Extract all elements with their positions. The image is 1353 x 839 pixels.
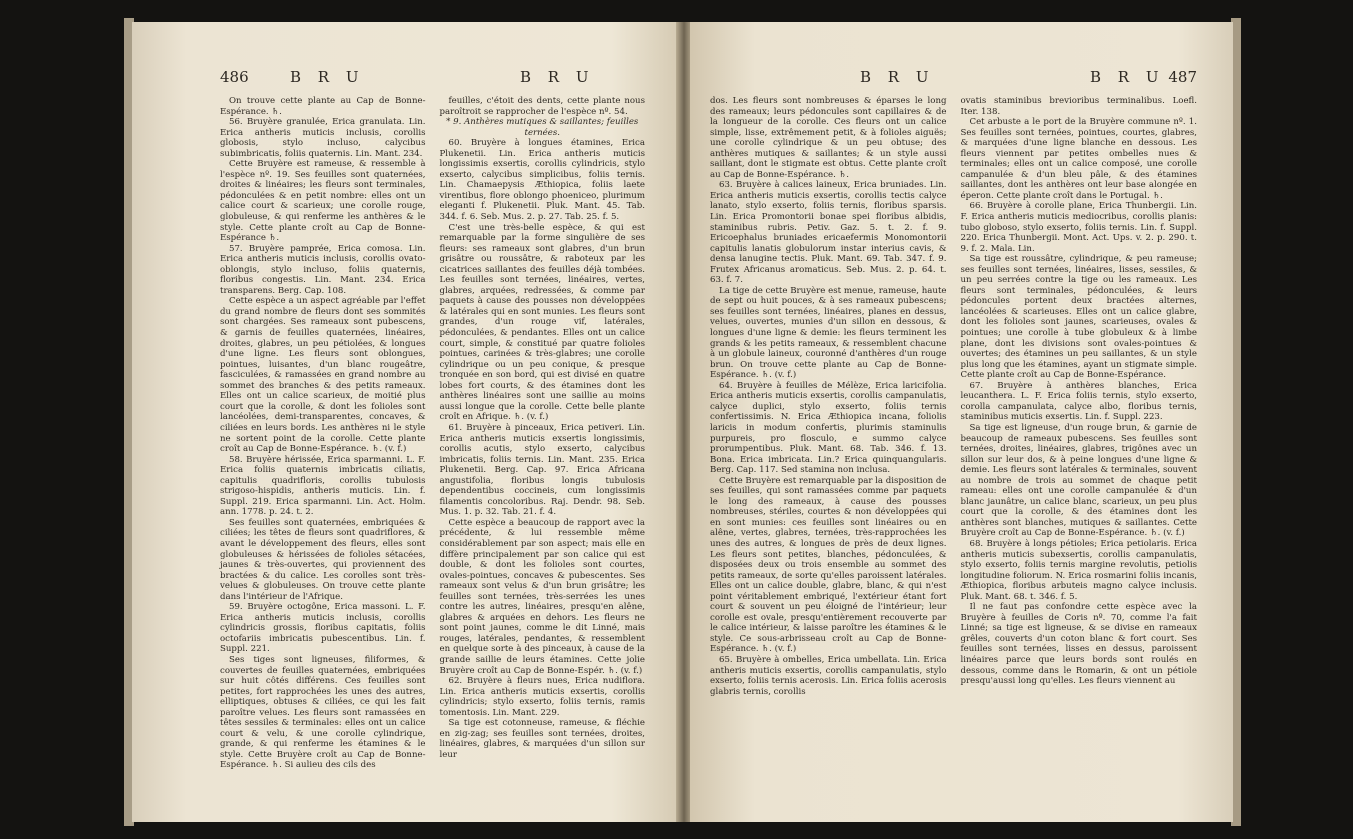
- paragraph: 64. Bruyère à feuilles de Mélèze, Erica laricifolia. Erica antheris muticis exsertis, corollis campanulatis, calyce duplici, stylo exserto, foliis ternis confertissimis. N. Erica Æthiopica incana, foliolis laricis in modum confertis, plurimis staminulis purpureis, pro flosculo, e summo calyce prorumpentibus. Pluk. Mant. 68. Tab. 346. f. 13. Bona. Erica imbricata. Lin.? Erica quinquangularis. Berg. Cap. 117. Sed stamina non inclusa.: [710, 380, 947, 476]
- paragraph: 59. Bruyère octogône, Erica massoni. L. F. Erica antheris muticis inclusis, corollis cylindricis grossis, floribus capitatis, foliis octofariis imbricatis pubescentibus. Lin. f. Suppl. 221.: [220, 602, 426, 655]
- paragraph: Cette Bruyère est rameuse, & ressemble à l'espèce nº. 19. Ses feuilles sont quaternées, droites & linéaires; les fleurs sont terminales, pédonculées & en petit nombre: elles ont un calice court & scarieux; une corolle rouge, globuleuse, & qui renferme les anthères & le style. Cette plante croît au Cap de Bonne-Espérance ♄.: [220, 159, 426, 244]
- paragraph: Cette Bruyère est remarquable par la disposition de ses feuilles, qui sont ramassées comme par paquets le long des rameaux, à cause des pousses nombreuses, stériles, courtes & non développées qui en sont munies: ces feuilles sont linéaires ou en alêne, vertes, glabres, ternées, très-rapprochées les unes des autres, & longues de près de deux lignes. Les fleurs sont petites, blanches, pédonculées, & disposées deux ou trois ensemble au sommet des petits rameaux, de sorte qu'elles paroissent latérales. Elles ont un calice double, glabre, blanc, & qui n'est point véritablement embriqué, l'extérieur étant fort court & souvent un peu éloigné de l'intérieur; leur corolle est ovale, presqu'entièrement recouverte par le calice intérieur, & laisse paroître les étamines & le style. Ce sous-arbrisseau croît au Cap de Bonne-Espérance. ♄. (v. f.): [710, 475, 947, 655]
- paragraph: 62. Bruyère à fleurs nues, Erica nudiflora. Lin. Erica antheris muticis exsertis, corollis cylindricis; stylo exserto, foliis ternis, ramis tomentosis. Lin. Mant. 229.: [439, 676, 645, 718]
- right-page-columns: [710, 96, 1197, 697]
- paragraph: Cette espèce a beaucoup de rapport avec la précédente, & lui ressemble même considérablement par son aspect; mais elle en diffère principalement par son calice qui est double, & dont les folioles sont courtes, ovales-pointues, concaves & pubescentes. Ses rameaux sont velus & d'un brun grisâtre; les feuilles sont ternées, très-serrées les unes contre les autres, linéaires, presqu'en alêne, glabres & arquées en dehors. Les fleurs ne sont point jaunes, comme le dit Linné, mais rouges, latérales, pendantes, & ressemblent en quelque sorte à des pinceaux, à cause de la grande saillie de leurs étamines. Cette jolie Bruyère croît au Cap de Bonne-Espér. ♄. (v. f.): [439, 517, 645, 676]
- left-column-2: [440, 96, 646, 771]
- paragraph: dos. Les fleurs sont nombreuses & éparses le long des rameaux; leurs pédoncules sont capillaires & de la longueur de la corolle. Ces fleurs ont un calice simple, lisse, extrêmement petit, & à folioles aiguës; une corolle cylindrique & un peu obtuse; des anthères mutiques & saillantes; & un style aussi saillant, dont le stigmate est obtus. Cette plante croît au Cap de Bonne-Espérance. ♄.: [710, 96, 947, 180]
- paragraph: Sa tige est roussâtre, cylindrique, & peu rameuse; ses feuilles sont ternées, linéaires, lisses, sessiles, & un peu serrées contre la tige ou les rameaux. Les fleurs sont terminales, pédonculées, & leurs pédoncules portent deux bractées alternes, lancéolées & scarieuses. Elles ont un calice glabre, dont les folioles sont jaunes, scarieuses, ovales & pointues; une corolle à tube globuleux & à limbe plane, dont les divisions sont ovales-pointues & ouvertes; des étamines un peu saillantes, & un style plus long que les étamines, ayant un stigmate simple. Cette plante croît au Cap de Bonne-Espérance.: [960, 254, 1197, 381]
- left-column-header-1: B R U: [290, 68, 365, 86]
- paragraph: Sa tige est cotonneuse, rameuse, & fléchie en zig-zag; ses feuilles sont ternées, droites, linéaires, glabres, & marquées d'un sillon sur leur: [439, 718, 645, 760]
- paragraph: La tige de cette Bruyère est menue, rameuse, haute de sept ou huit pouces, & à ses rameaux pubescens; ses feuilles sont ternées, linéaires, planes en dessus, velues, ouvertes, munies d'un sillon en dessous, & longues d'une ligne & demie: les fleurs terminent les grands & les petits rameaux, & ressemblent chacune à un globule laineux, couronné d'anthères d'un rouge brun. On trouve cette plante au Cap de Bonne-Espérance. ♄. (v. f.): [710, 285, 947, 381]
- section-heading: * 9. Anthères mutiques & saillantes; feuilles ternées.: [446, 117, 639, 138]
- paragraph: Sa tige est ligneuse, d'un rouge brun, & garnie de beaucoup de rameaux pubescens. Ses feuilles sont ternées, droites, linéaires, glabres, trigônes avec un sillon sur leur dos, & à peine longues d'une ligne & demie. Les fleurs sont latérales & terminales, souvent au nombre de trois au sommet de chaque petit rameau: elles ont une corolle campanulée & d'un blanc jaunâtre, un calice blanc, scarieux, un peu plus court que la corolle, & des étamines dont les anthères sont blanches, mutiques & saillantes. Cette Bruyère croît au Cap de Bonne-Espérance. ♄. (v. f.): [960, 422, 1197, 539]
- left-column-1: [220, 96, 426, 771]
- left-page-header: [220, 68, 645, 90]
- paragraph: Ses tiges sont ligneuses, filiformes, & couvertes de feuilles quaternées, embriquées sur huit côtés différens. Ces feuilles sont petites, fort rapprochées les unes des autres, elliptiques, obtuses & ciliées, ce qui les fait paroître velues. Les fleurs sont ramassées en têtes sessiles & terminales: elles ont un calice court & velu, & une corolle cylindrique, grande, & qui renferme les étamines & le style. Cette Bruyère croît au Cap de Bonne-Espérance. ♄. Si aulieu des cils des: [220, 654, 426, 771]
- paragraph: 56. Bruyère granulée, Erica granulata. Lin. Erica antheris muticis inclusis, corollis globosis, stylo incluso, calycibus subimbricatis, foliis quaternis. Lin. Mant. 234.: [220, 117, 426, 159]
- left-page: [132, 22, 677, 822]
- paragraph: 63. Bruyère à calices laineux, Erica bruniades. Lin. Erica antheris muticis exsertis, corollis tectis calyce lanato, stylo exserto, foliis ternis, floribus sparsis. Lin. Erica Promontorii bonae spei floribus albidis, staminibus rubris. Petiv. Gaz. 5. t. 2. f. 9. Ericoephalus bruniades ericaefermis Monomontorii capitulis lanatis globulorum instar interius cavis, & densa lanugine tectis. Pluk. Mant. 69. Tab. 347. f. 9. Frutex Africanus aromaticus. Seb. Mus. 2. p. 64. t. 63. f. 7.: [710, 180, 947, 286]
- paragraph: 65. Bruyère à ombelles, Erica umbellata. Lin. Erica antheris muticis exsertis, corollis campanulatis, stylo exserto, foliis ternis acerosis. Lin. Erica foliis acerosis glabris ternis, corollis: [710, 654, 947, 697]
- right-column-header-1: B R U: [860, 68, 935, 86]
- paragraph: 58. Bruyère hérissée, Erica sparmanni. L. F. Erica foliis quaternis imbricatis ciliatis, capitulis quadrifloris, corollis tubulosis strigoso-hispidis, antheris muticis. Lin. f. Suppl. 219. Erica sparmanni. Lin. Act. Holm. ann. 1778. p. 24. t. 2.: [220, 454, 426, 518]
- left-column-header-2: B R U: [520, 68, 595, 86]
- left-page-number: 486: [220, 68, 249, 86]
- paragraph: On trouve cette plante au Cap de Bonne-Espérance. ♄.: [220, 96, 426, 117]
- paragraph: Il ne faut pas confondre cette espèce avec la Bruyère à feuilles de Coris nº. 70, comme l'a fait Linné; sa tige est ligneuse, & se divise en rameaux grêles, couverts d'un coton blanc & fort court. Ses feuilles sont ternées, lisses en dessus, paroissent linéaires parce que leurs bords sont roulés en dessous, comme dans le Romarin, & ont un pétiole presqu'aussi long qu'elles. Les fleurs viennent au: [960, 602, 1197, 687]
- paragraph: 67. Bruyère à anthères blanches, Erica leucanthera. L. F. Erica foliis ternis, stylo exserto, corolla campanulata, calyce albo, floribus ternis, staminibus muticis exsertis. Lin. f. Suppl. 223.: [960, 380, 1197, 423]
- paragraph: feuilles, c'étoit des dents, cette plante nous paroîtroit se rapprocher de l'espèce nº. 54.: [439, 96, 645, 117]
- paragraph: Cette espèce a un aspect agréable par l'effet du grand nombre de fleurs dont ses sommités sont chargées. Ses rameaux sont pubescens, & garnis de feuilles quaternées, linéaires, droites, glabres, un peu pétiolées, & longues d'une ligne. Les fleurs sont oblongues, pointues, luisantes, d'un blanc rougeâtre, fasciculées, & ramassées en grand nombre au sommet des branches & des petits rameaux. Elles ont un calice scarieux, de moitié plus court que la corolle, & dont les folioles sont lancéolées, demi-transparentes, concaves, & ciliées en leurs bords. Les anthères ni le style ne sortent point de la corolle. Cette plante croît au Cap de Bonne-Espérance. ♄. (v. f.): [220, 296, 426, 455]
- paragraph: 66. Bruyère à corolle plane, Erica Thunbergii. Lin. F. Erica antheris muticis mediocribus, corollis planis: tubo globoso, stylo exserto, foliis ternis. Lin. f. Suppl. 220. Erica Thunbergii. Mont. Act. Ups. v. 2. p. 290. t. 9. f. 2. Mala. Lin.: [960, 201, 1197, 254]
- paragraph: 68. Bruyère à longs pétioles; Erica petiolaris. Erica antheris muticis subexsertis, corollis campanulatis, stylo exserto, foliis ternis margine revolutis, petiolis longitudine foliorum. N. Erica rosmarini foliis incanis, Æthiopica, floribus arbuteis magno calyce inclusis. Pluk. Mant. 68. t. 346. f. 5.: [960, 538, 1197, 602]
- left-page-columns: [220, 96, 645, 771]
- paragraph: 60. Bruyère à longues étamines, Erica Plukenetii. Lin. Erica antheris muticis longissimis exsertis, corollis cylindricis, stylo exserto, calycibus simplicibus, foliis ternis. Lin. Chamaepysis Æthiopica, foliis laete virentibus, flore oblongo phoeniceo, plurimum eleganti f. Plukenetii. Pluk. Mant. 45. Tab. 344. f. 6. Seb. Mus. 2. p. 27. Tab. 25. f. 5.: [439, 138, 645, 223]
- paragraph: 61. Bruyère à pinceaux, Erica petiveri. Lin. Erica antheris muticis exsertis longissimis, corollis acutis, stylo exserto, calycibus imbricatis, foliis ternis. Lin. Mant. 235. Erica Plukenetii. Berg. Cap. 97. Erica Africana angustifolia, floribus longis tubulosis dependentibus coccineis, cum longissimis filamentis concoloribus. Raj. Dendr. 98. Seb. Mus. 1. p. 32. Tab. 21. f. 4.: [439, 422, 645, 518]
- right-column-header-2: B R U: [1090, 68, 1165, 86]
- right-column-1: [710, 96, 947, 697]
- right-page-number: 487: [1168, 68, 1197, 86]
- paragraph: C'est une très-belle espèce, & qui est remarquable par la forme singulière de ses fleurs: ses rameaux sont glabres, d'un brun grisâtre ou roussâtre, & raboteux par les cicatrices saillantes des feuilles déjà tombées. Les feuilles sont ternées, linéaires, vertes, glabres, arquées, redressées, & comme par paquets à cause des pousses non développées & latérales qui en sont munies. Les fleurs sont grandes, d'un rouge vif, latérales, pédonculées, & pendantes. Elles ont un calice court, simple, & constitué par quatre folioles pointues, carinées & très-glabres; une corolle cylindrique ou un peu conique, & presque tronquée en son bord, qui est divisé en quatre lobes fort courts, & des étamines dont les anthères linéaires sont une saillie au moins aussi longue que la corolle. Cette belle plante croît en Afrique. ♄. (v. f.): [439, 222, 645, 423]
- right-page: [690, 22, 1233, 822]
- paragraph: Cet arbuste a le port de la Bruyère commune nº. 1. Ses feuilles sont ternées, pointues, courtes, glabres, & marquées d'une ligne blanche en dessous. Les fleurs viennent par petites ombelles nues & terminales; elles ont un calice composé, une corolle campanulée & d'un bleu pâle, & des étamines saillantes, dont les anthères ont leur base alongée en éperon. Cette plante croît dans le Portugal. ♄.: [960, 117, 1197, 201]
- paragraph: 57. Bruyère pamprée, Erica comosa. Lin. Erica antheris muticis inclusis, corollis ovato-oblongis, stylo incluso, foliis quaternis, floribus congestis. Lin. Mant. 234. Erica transparens. Berg. Cap. 108.: [220, 243, 426, 296]
- right-column-2: [961, 96, 1198, 697]
- paragraph: Ses feuilles sont quaternées, embriquées & ciliées; les têtes de fleurs sont quadriflores, & avant le développement des fleurs, elles sont globuleuses & hérissées de folioles sétacées, jaunes & très-ouvertes, qui proviennent des bractées & du calice. Les corolles sont très-velues & globuleuses. On trouve cette plante dans l'intérieur de l'Afrique.: [220, 517, 426, 602]
- right-page-header: [710, 68, 1197, 90]
- paragraph: ovatis staminibus brevioribus terminalibus. Loefl. Iter. 138.: [960, 96, 1197, 117]
